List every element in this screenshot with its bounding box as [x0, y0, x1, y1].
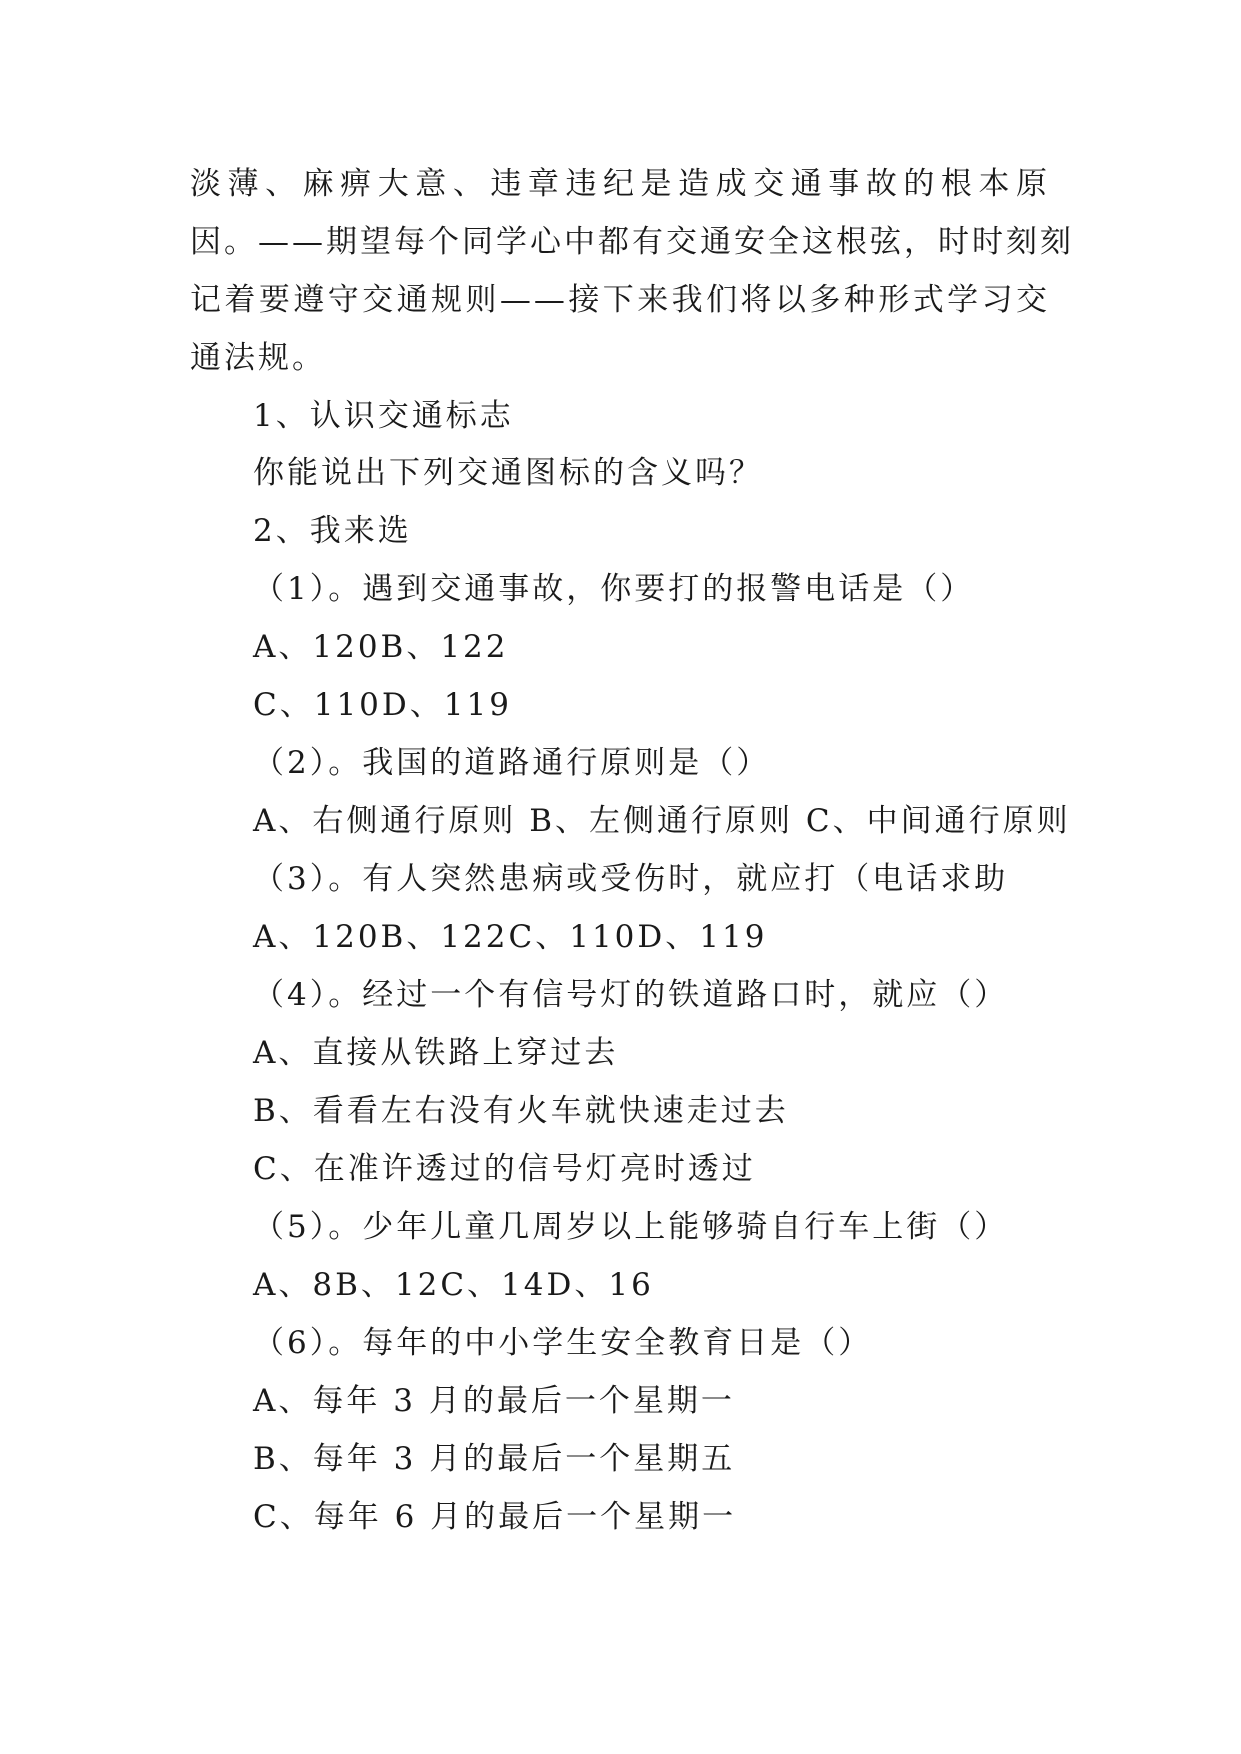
intro-line-4: 通法规。: [190, 340, 326, 376]
question-4-option: C、在准许透过的信号灯亮时透过: [253, 1151, 756, 1187]
intro-line-1: 淡薄、麻痹大意、违章违纪是造成交通事故的根本原: [190, 166, 1050, 202]
question-6-option: A、每年 3 月的最后一个星期一: [253, 1383, 735, 1419]
intro-line-2: 因。——期望每个同学心中都有交通安全这根弦，时时刻刻: [190, 224, 1074, 260]
question-4-option: A、直接从铁路上穿过去: [253, 1035, 619, 1071]
question-5-stem: （5）。少年儿童几周岁以上能够骑自行车上街（）: [253, 1209, 1009, 1245]
question-2-stem: （2）。我国的道路通行原则是（）: [253, 745, 771, 781]
intro-line-3: 记着要遵守交通规则——接下来我们将以多种形式学习交: [190, 282, 1050, 318]
question-3-stem: （3）。有人突然患病或受伤时，就应打（电话求助: [253, 861, 1009, 897]
question-1-stem: （1）。遇到交通事故，你要打的报警电话是（）: [253, 571, 975, 607]
section-2-heading: 2、我来选: [253, 513, 412, 549]
question-6-stem: （6）。每年的中小学生安全教育日是（）: [253, 1325, 873, 1361]
question-1-option: A、120B、122: [253, 629, 509, 665]
section-1-prompt: 你能说出下列交通图标的含义吗？: [253, 455, 763, 491]
question-6-option: B、每年 3 月的最后一个星期五: [253, 1441, 736, 1477]
question-1-option: C、110D、119: [253, 687, 512, 723]
question-2-option: A、右侧通行原则 B、左侧通行原则 C、中间通行原则: [253, 803, 1071, 839]
question-5-option: A、8B、12C、14D、16: [253, 1267, 654, 1303]
question-6-option: C、每年 6 月的最后一个星期一: [253, 1499, 737, 1535]
question-4-stem: （4）。经过一个有信号灯的铁道路口时，就应（）: [253, 977, 1009, 1013]
section-1-heading: 1、认识交通标志: [253, 398, 514, 434]
question-4-option: B、看看左右没有火车就快速走过去: [253, 1093, 789, 1129]
question-3-option: A、120B、122C、110D、119: [253, 919, 768, 955]
